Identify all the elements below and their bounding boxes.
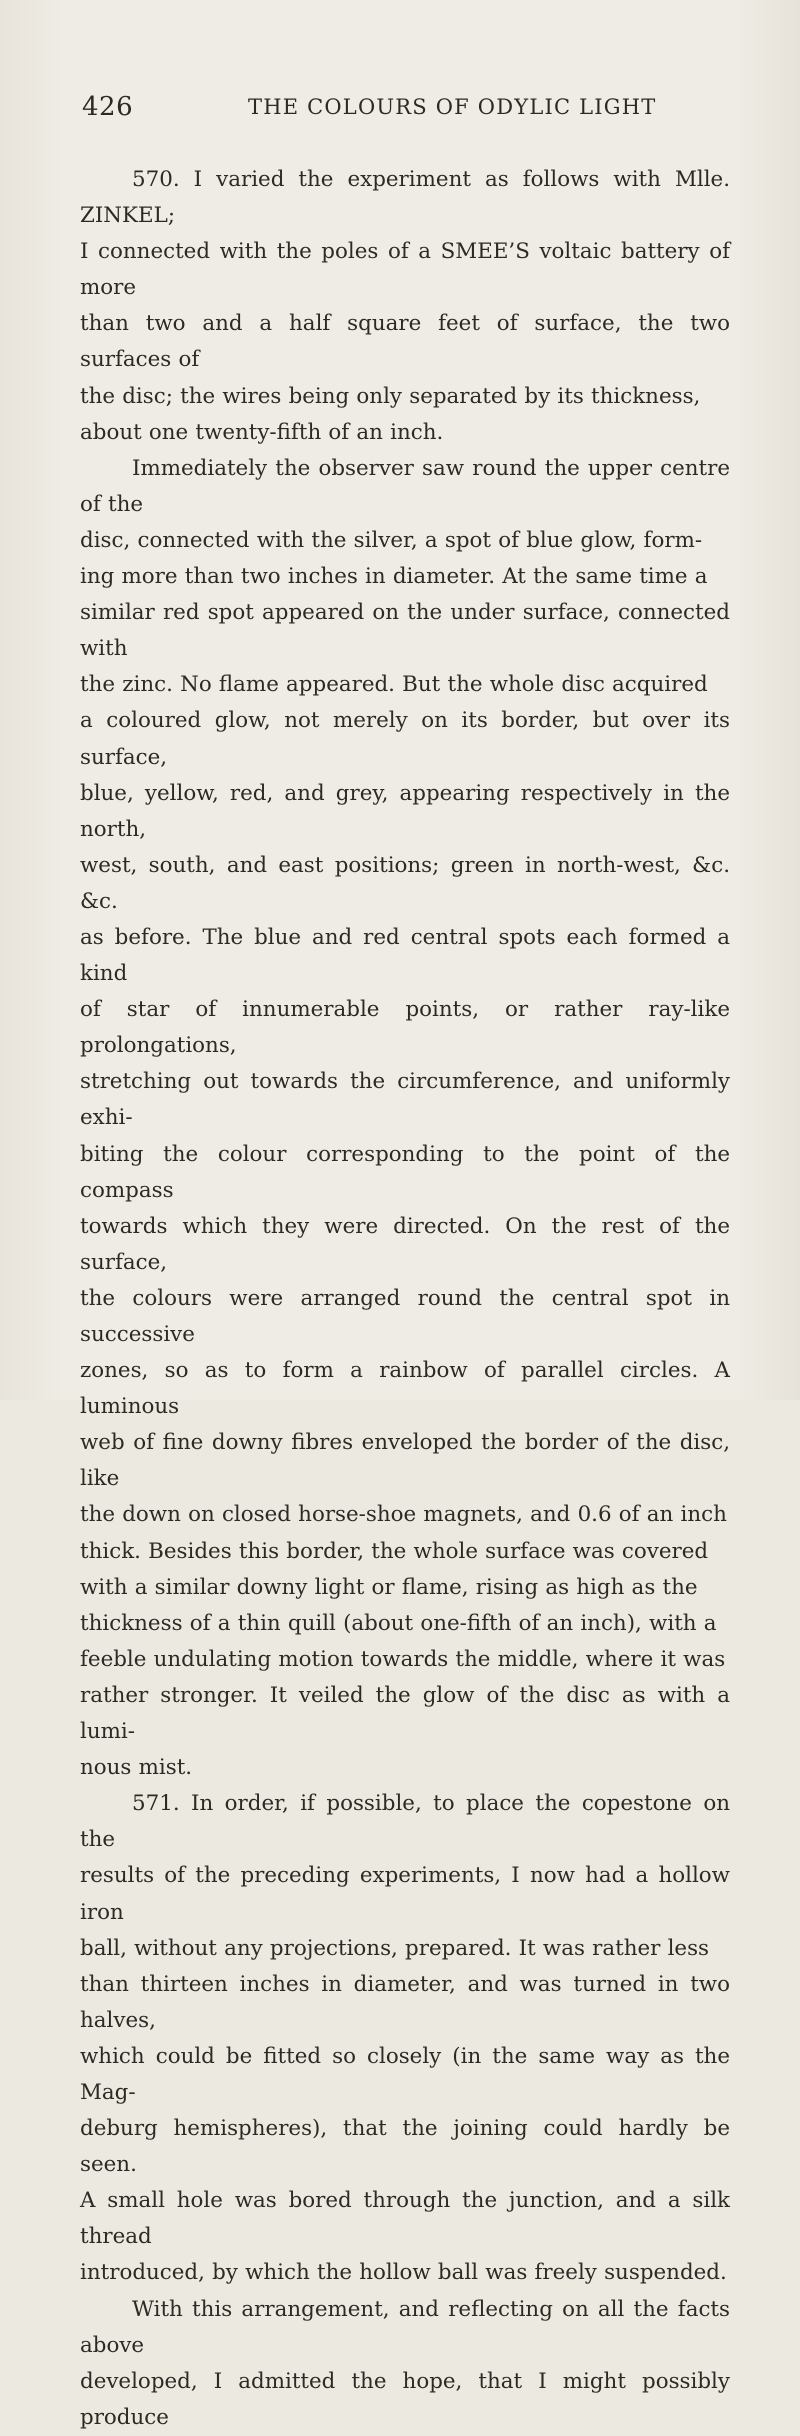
text-line: thickness of a thin quill (about one-fifth of an inch), with a [80, 1610, 717, 1636]
body-text [80, 162, 730, 2436]
text-line: results of the preceding experiments, I now had a hollow iron [80, 1863, 730, 1925]
text-line: about one twenty-fifth of an inch. [80, 419, 444, 445]
text-line: disc, connected with the silver, a spot of blue glow, form- [80, 527, 703, 553]
text-line: of star of innumerable points, or rather ray-like prolongations, [80, 997, 730, 1059]
text-line: developed, I admitted the hope, that I might possibly produce [80, 2368, 730, 2430]
text-line: With this arrangement, and reflecting on all the facts above [80, 2296, 730, 2358]
text-line: the zinc. No flame appeared. But the whole disc acquired [80, 672, 708, 698]
text-line: ball, without any projections, prepared. It was rather less [80, 1935, 710, 1961]
text-line: towards which they were directed. On the rest of the surface, [80, 1213, 730, 1275]
text-line: blue, yellow, red, and grey, appearing respectively in the north, [80, 780, 730, 842]
text-line: 570. I varied the experiment as follows with Mlle. ZINKEL; [80, 167, 730, 229]
text-line: than thirteen inches in diameter, and was turned in two halves, [80, 1971, 730, 2033]
text-line: zones, so as to form a rainbow of parallel circles. A luminous [80, 1358, 730, 1420]
text-line: the disc; the wires being only separated by its thickness, [80, 383, 701, 409]
text-line: introduced, by which the hollow ball was freely suspended. [80, 2260, 727, 2286]
text-line: nous mist. [80, 1755, 193, 1781]
text-line: biting the colour corresponding to the point of the compass [80, 1141, 730, 1203]
text-line: ing more than two inches in diameter. At the same time a [80, 564, 708, 590]
text-line: web of fine downy fibres enveloped the border of the disc, like [80, 1430, 730, 1492]
text-line: than two and a half square feet of surface, the two surfaces of [80, 311, 730, 373]
text-line: which could be fitted so closely (in the same way as the Mag- [80, 2043, 730, 2105]
text-line: A small hole was bored through the junction, and a silk thread [80, 2188, 730, 2250]
text-line: deburg hemispheres), that the joining could hardly be seen. [80, 2116, 730, 2178]
text-line: west, south, and east positions; green in north-west, &c. &c. [80, 852, 730, 914]
text-line: a coloured glow, not merely on its border, but over its surface, [80, 708, 730, 770]
text-line: the down on closed horse-shoe magnets, and 0.6 of an inch [80, 1502, 727, 1528]
text-line: thick. Besides this border, the whole surface was covered [80, 1538, 709, 1564]
text-line: stretching out towards the circumference, and uniformly exhi- [80, 1069, 730, 1131]
text-line: feeble undulating motion towards the middle, where it was [80, 1646, 726, 1672]
page-header [82, 92, 732, 128]
paragraph-571 [80, 1786, 730, 2291]
paragraph-570 [80, 162, 730, 451]
text-line: as before. The blue and red central spots each formed a kind [80, 924, 730, 987]
text-line: similar red spot appeared on the under surface, connected with [80, 600, 730, 662]
running-title: THE COLOURS OF ODYLIC LIGHT [248, 95, 657, 119]
text-line: 571. In order, if possible, to place the copestone on the [80, 1791, 730, 1853]
paragraph-570-continued [80, 451, 730, 1786]
text-line: rather stronger. It veiled the glow of the disc as with a lumi- [80, 1682, 730, 1745]
page-number: 426 [82, 92, 134, 122]
text-line: the colours were arranged round the central spot in successive [80, 1285, 730, 1347]
text-line: Immediately the observer saw round the upper centre of the [80, 455, 730, 517]
paragraph-571-continued [80, 2292, 730, 2436]
text-line: with a similar downy light or flame, rising as high as the [80, 1574, 698, 1600]
text-line: I connected with the poles of a SMEE’S voltaic battery of more [80, 239, 730, 301]
